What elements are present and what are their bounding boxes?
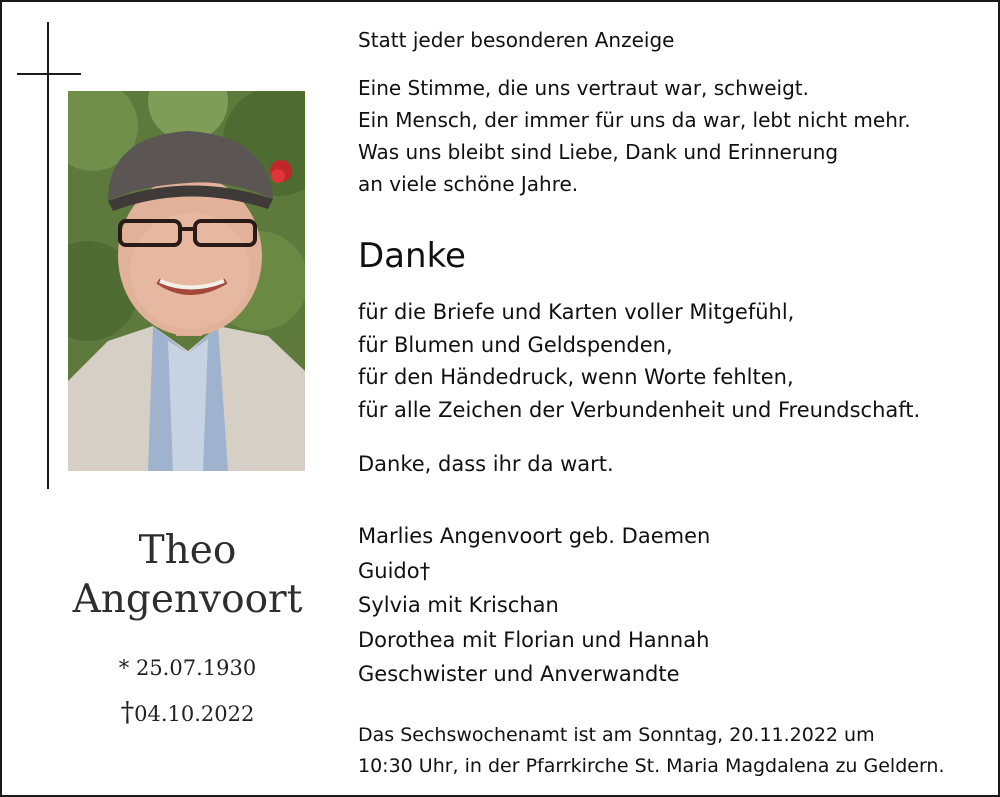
thanks-list: [358, 296, 920, 426]
thanks-line: für die Briefe und Karten voller Mitgefühl,: [358, 300, 795, 324]
verse-line: an viele schöne Jahre.: [358, 172, 579, 196]
death-cross-icon: †: [120, 697, 135, 728]
thanks-closing: Danke, dass ihr da wart.: [358, 452, 614, 476]
mourners-list: [358, 519, 710, 692]
death-date-line: [60, 697, 315, 728]
mourner-name: Dorothea mit Florian und Hannah: [358, 627, 710, 652]
verse-line: Eine Stimme, die uns vertraut war, schweigt.: [358, 76, 809, 100]
service-info: [358, 720, 945, 782]
notice-header: Statt jeder besonderen Anzeige: [358, 28, 675, 52]
service-line: 10:30 Uhr, in der Pfarrkirche St. Maria Magdalena zu Geldern.: [358, 755, 945, 777]
deceased-last-name: Angenvoort: [72, 577, 303, 622]
deceased-first-name: Theo: [138, 528, 237, 573]
verse-block: [358, 72, 911, 200]
birth-date: * 25.07.1930: [118, 656, 257, 680]
thanks-line: für alle Zeichen der Verbundenheit und Freundschaft.: [358, 397, 921, 422]
portrait-photo: [68, 91, 305, 471]
mourner-name: Sylvia mit Krischan: [358, 593, 559, 617]
mourner-name: Marlies Angenvoort geb. Daemen: [358, 524, 711, 548]
mourner-name: Guido†: [358, 558, 431, 583]
thanks-line: für Blumen und Geldspenden,: [358, 332, 673, 357]
cross-horizontal-bar: [17, 73, 81, 75]
death-date: 04.10.2022: [134, 702, 255, 726]
verse-line: Ein Mensch, der immer für uns da war, lebt nicht mehr.: [358, 108, 911, 132]
cross-vertical-bar: [47, 22, 49, 489]
mourner-name: Geschwister und Anverwandte: [358, 662, 680, 686]
thanks-line: für den Händedruck, wenn Worte fehlten,: [358, 365, 794, 389]
service-line: Das Sechswochenamt ist am Sonntag, 20.11.2022 um: [358, 724, 875, 746]
thanks-heading: Danke: [358, 236, 466, 276]
verse-line: Was uns bleibt sind Liebe, Dank und Erinnerung: [358, 140, 839, 164]
